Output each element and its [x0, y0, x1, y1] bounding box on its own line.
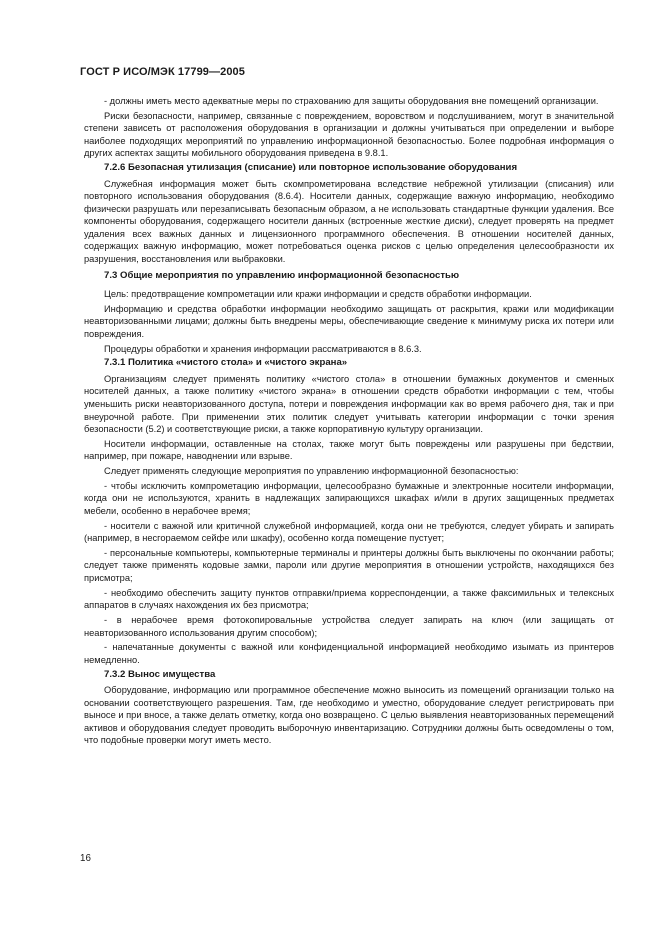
section-heading: 7.3.1 Политика «чистого стола» и «чистого экрана»	[104, 357, 348, 369]
paragraph: - носители с важной или критичной служебной информацией, когда они не требуются, следует убирать и запирать (например, в несгораемом сейфе или шкафу), особенно когда помещение пустует;	[84, 520, 614, 544]
paragraph: Процедуры обработки и хранения информации рассматриваются в 8.6.3.	[104, 343, 422, 354]
paragraph: - должны иметь место адекватные меры по страхованию для защиты оборудования вне помещений организации.	[104, 96, 599, 106]
paragraph: Следует применять следующие мероприятия по управлению информационной безопасностью:	[104, 466, 519, 477]
section-heading: 7.3 Общие мероприятия по управлению информационной безопасностью	[104, 270, 460, 282]
paragraph: Информацию и средства обработки информации необходимо защищать от раскрытия, кражи или модификации неавторизованными лицами; должны быть внедрены меры, обеспечивающие сведение к минимуму риска их потери или повреждения.	[84, 303, 614, 339]
paragraph: Цель: предотвращение компрометации или кражи информации и средств обработки информации.	[104, 289, 532, 300]
page-number: 16	[80, 853, 91, 864]
document-body	[84, 95, 614, 749]
paragraph: - необходимо обеспечить защиту пунктов отправки/приема корреспонденции, а также факсимильных и телексных аппаратов в случаях нахождения их без присмотра;	[84, 587, 614, 611]
document-header: ГОСТ Р ИСО/МЭК 17799—2005	[80, 66, 245, 78]
paragraph: Служебная информация может быть скомпрометирована вследствие небрежной утилизации (списания) или повторного использования оборудования (8.6.4). Носители данных, содержащие важную информацию, необходимо физически разрушать или перезаписывать безопасным образом, а не использовать стандартные функции удаления. Все компоненты оборудования, содержащего носители данных (встроенные жесткие диски), следует проверять на предмет удаления всех важных данных и лицензионного программного обеспечения. В отношении носителей данных, содержащих важную информацию, может потребоваться оценка рисков с целью определения целесообразности их разрушения, восстановления или выбраковки.	[84, 178, 614, 264]
paragraph: - в нерабочее время фотокопировальные устройства следует запирать на ключ (или защищать от неавторизованного использования другим способом);	[84, 615, 614, 638]
paragraph: Оборудование, информацию или программное обеспечение можно выносить из помещений организации только на основании соответствующего разрешения. Там, где необходимо и уместно, оборудование следует регистрировать при выносе и при вносе, а также делать отметку, когда оно возвращено. С целью выявления неавторизованных перемещений активов и оборудования следует проводить выборочную инвентаризацию. Сотрудники должны быть осведомлены о том, что подобные проверки могут иметь место.	[84, 685, 614, 746]
paragraph: Риски безопасности, например, связанные с повреждением, воровством и подслушиванием, могут в значительной степени зависеть от расположения оборудования в организации и должны учитываться при определении и выборе наиболее подходящих мероприятий по управлению информационной безопасностью. Более подробная информация о других аспектах защиты мобильного оборудования приведена в 9.8.1.	[84, 110, 614, 159]
section-heading: 7.2.6 Безопасная утилизация (списание) или повторное использование оборудования	[104, 162, 518, 174]
paragraph: - чтобы исключить компрометацию информации, целесообразно бумажные и электронные носители информации, когда они не используются, хранить в надлежащих запирающихся шкафах и/или в других защищенных предметах мебели, особенно в нерабочее время;	[84, 480, 614, 516]
paragraph: Носители информации, оставленные на столах, также могут быть повреждены или разрушены при бедствии, например, при пожаре, наводнении или взрыве.	[84, 438, 614, 462]
paragraph: Организациям следует применять политику «чистого стола» в отношении бумажных документов и сменных носителей данных, а также политику «чистого экрана» в отношении средств обработки информации с тем, чтобы уменьшить риски неавторизованного доступа, потери и повреждения информации как во время рабочего дня, так и при внеурочной работе. При применении этих политик следует учитывать категории информации с точки зрения безопасности (5.2) и соответствующие риски, а также корпоративную культуру организации.	[84, 373, 614, 435]
paragraph: - напечатанные документы с важной или конфиденциальной информацией необходимо изымать из принтеров немедленно.	[84, 642, 614, 665]
paragraph: - персональные компьютеры, компьютерные терминалы и принтеры должны быть выключены по окончании работы; следует также применять кодовые замки, пароли или другие мероприятия в отношении устройств, находящихся без присмотра;	[84, 547, 614, 584]
section-heading: 7.3.2 Вынос имущества	[104, 668, 216, 680]
